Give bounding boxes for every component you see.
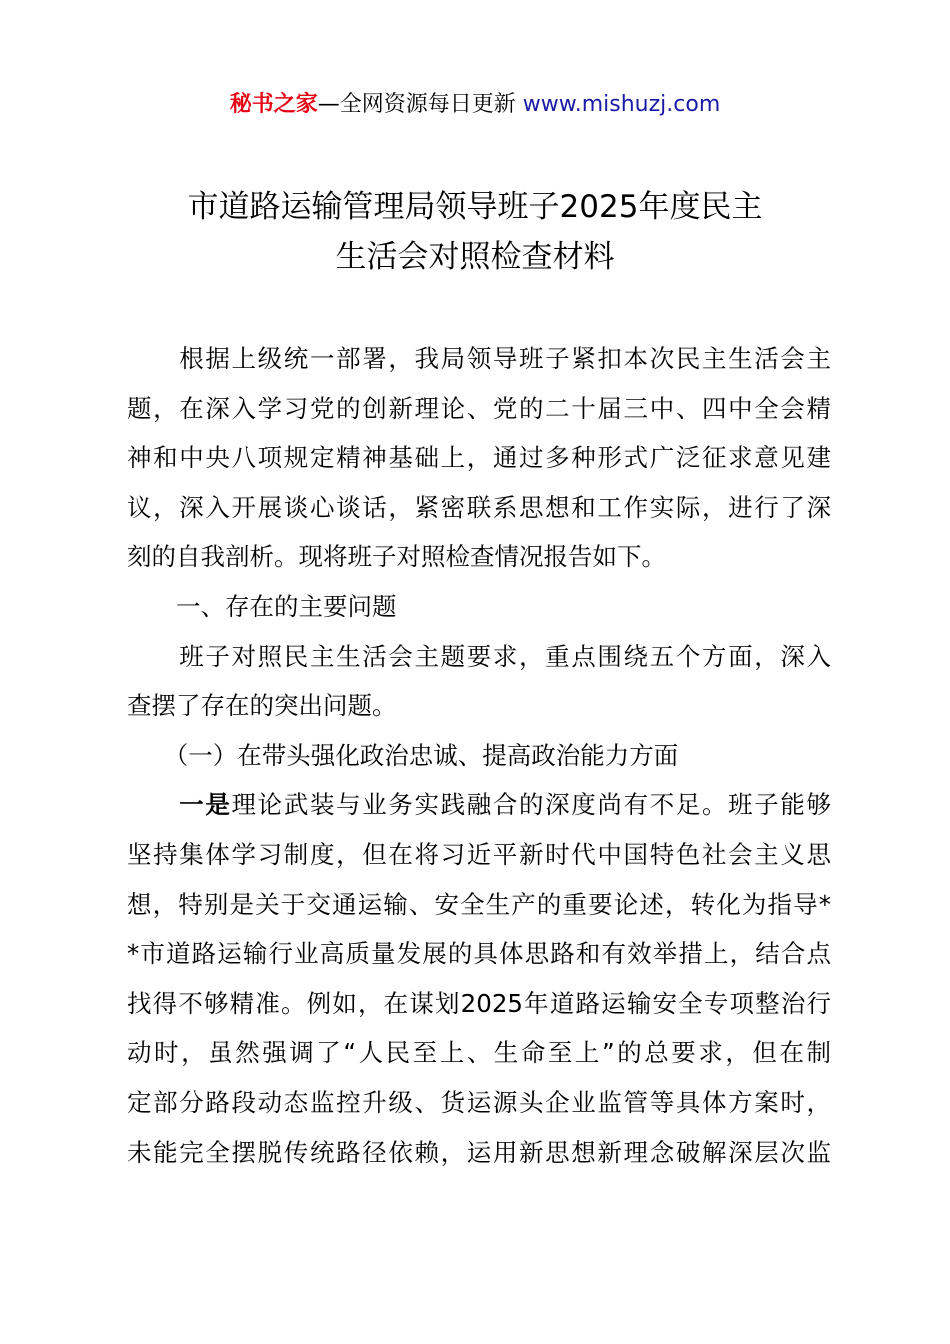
body-line: 查摆了存在的突出问题。 (127, 691, 397, 721)
body-line: 定部分路段动态监控升级、货运源头企业监管等具体方案时， (127, 1087, 831, 1117)
title-line-1: 市道路运输管理局领导班子2025年度民主 (187, 189, 763, 225)
site-header (0, 88, 950, 122)
body-line: 找得不够精准。例如，在谋划2025年道路运输安全专项整治行 (127, 988, 831, 1018)
body-line-with-lead (127, 780, 831, 830)
body-line-rest: 理论武装与业务实践融合的深度尚有不足。班子能够 (231, 790, 831, 820)
body-line: 刻的自我剖析。现将班子对照检查情况报告如下。 (127, 542, 666, 572)
body-line: 题，在深入学习党的创新理论、党的二十届三中、四中全会精 (127, 393, 831, 423)
bold-lead: 一是 (127, 790, 232, 820)
subsection-heading: （一）在带头强化政治忠诚、提高政治能力方面 (127, 740, 679, 770)
body-line: 坚持集体学习制度，但在将习近平新时代中国特色社会主义思 (127, 839, 831, 869)
body-line: 班子对照民主生活会主题要求，重点围绕五个方面，深入 (127, 641, 831, 671)
title-line-2: 生活会对照检查材料 (335, 239, 615, 275)
body-line: 未能完全摆脱传统路径依赖，运用新思想新理念破解深层次监 (127, 1137, 831, 1167)
document-body (127, 334, 831, 1177)
body-line: 议，深入开展谈心谈话，紧密联系思想和工作实际，进行了深 (127, 492, 831, 522)
document-title (0, 182, 950, 282)
body-line: 想，特别是关于交通运输、安全生产的重要论述，转化为指导* (127, 889, 831, 919)
body-line: 动时，虽然强调了“人民至上、生命至上”的总要求，但在制 (127, 1038, 831, 1068)
body-line: *市道路运输行业高质量发展的具体思路和有效举措上，结合点 (127, 939, 831, 969)
brand-name: 秘书之家 (229, 92, 318, 117)
header-tagline: —全网资源每日更新 (317, 92, 516, 117)
body-line: 神和中央八项规定精神基础上，通过多种形式广泛征求意见建 (127, 443, 831, 473)
body-line: 根据上级统一部署，我局领导班子紧扣本次民主生活会主 (127, 344, 831, 373)
section-heading: 一、存在的主要问题 (127, 591, 397, 621)
site-url-link[interactable]: www.mishuzj.com (522, 92, 721, 117)
